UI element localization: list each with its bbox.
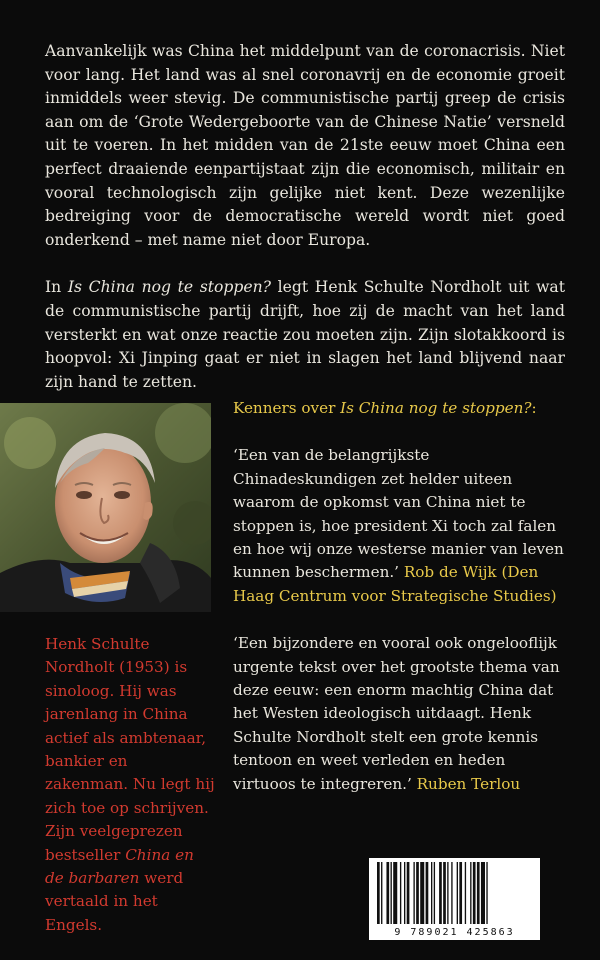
barcode-bar [457,862,458,924]
review-quote-2 [233,632,569,796]
isbn-number: 9 789021 425863 [394,927,515,938]
intro-text [45,40,565,418]
barcode-bar [434,862,435,924]
review-quote-1 [233,444,569,608]
reviews-heading-before: Kenners over [233,399,341,417]
intro-book-title: Is China nog te stoppen? [67,278,272,297]
barcode-bar [407,862,410,924]
barcode-bar [426,862,429,924]
barcode-bar [400,862,401,924]
barcode-bar [420,862,424,924]
intro-paragraph-2 [45,276,565,394]
barcode-bar [451,862,452,924]
barcode-bar [439,862,442,924]
barcode-bar [465,862,466,924]
reviews-heading [233,397,569,420]
barcode [369,858,540,940]
barcode-bar [481,862,485,924]
barcode-bar [431,862,432,924]
author-bio [45,633,215,937]
intro-p2-before: In [45,278,68,297]
bio-text-after: werd vertaald in het Engels. [45,869,184,934]
barcode-bar [381,862,382,924]
barcode-bar [477,862,480,924]
barcode-bar [413,862,414,924]
review-1-author: Rob de Wijk (Den Haag Centrum voor Strategische Studies) [233,563,557,605]
barcode-bar [386,862,389,924]
barcode-bar [486,862,487,924]
intro-paragraph-1: Aanvankelijk was China het middelpunt van de coronacrisis. Niet voor lang. Het land was al snel coronavrij en de economie groeit inmiddels weer stevig. De communistische partij greep de crisis aan om de ‘Grote Wedergeboorte van de Chinese Natie’ versneld uit te voeren. In het midden van de 21ste eeuw moet China een perfect draaiende eenpartijstaat zijn die economisch, militair en vooral technologisch zijn gelijke niet kent. Deze wezenlijke bedreiging voor de democratische wereld wordt niet goed onderkend – met name niet door Europa. [45,42,565,249]
review-2-author: Ruben Terlou [416,774,521,793]
author-photo [0,403,211,612]
intro-p2-after: legt Henk Schulte Nordholt uit wat de communistische partij drijft, hoe zij de macht van het land versterkt en wat onze reactie zou moeten zijn. Zijn slotakkoord is hoopvol: Xi Jinping gaat er niet in slagen het land blijvend naar zijn hand te zetten. [45,278,565,391]
barcode-bar [404,862,405,924]
barcode-bar [473,862,476,924]
review-1-text: ‘Een van de belangrijkste Chinadeskundigen zet helder uiteen waarom de opkomst van China niet te stoppen is, hoe president Xi toch zal falen en hoe wij onze westerse manier van leven kunnen beschermen.’ [233,446,564,582]
barcode-bar [443,862,446,924]
reviews-heading-title: Is China nog te stoppen? [340,399,532,417]
barcode-bar [416,862,419,924]
barcode-bar [391,862,392,924]
review-2-text: ‘Een bijzondere en vooral ook ongelooflijk urgente tekst over het grootste thema van deze eeuw: een enorm machtig China dat het Westen ideologisch uitdaagt. Henk Schulte Nordholt stelt een grote kennis tentoon en weet verleden en heden virtuoos te integreren.’ [233,634,560,793]
barcode-bar [470,862,471,924]
reviews-heading-after: : [531,399,537,417]
reviews-section [233,397,569,820]
bio-text-before: Henk Schulte Nordholt (1953) is sinoloog. Hij was jarenlang in China actief als ambtenaar, bankier en zakenman. Nu legt hij zich toe op schrijven. Zijn veelgeprezen bestseller [45,635,215,864]
barcode-bars [369,858,540,928]
barcode-bar [377,862,380,924]
barcode-bar [447,862,448,924]
barcode-bar [393,862,397,924]
bio-book-title: China en de barbaren [45,845,194,888]
barcode-bar [459,862,462,924]
